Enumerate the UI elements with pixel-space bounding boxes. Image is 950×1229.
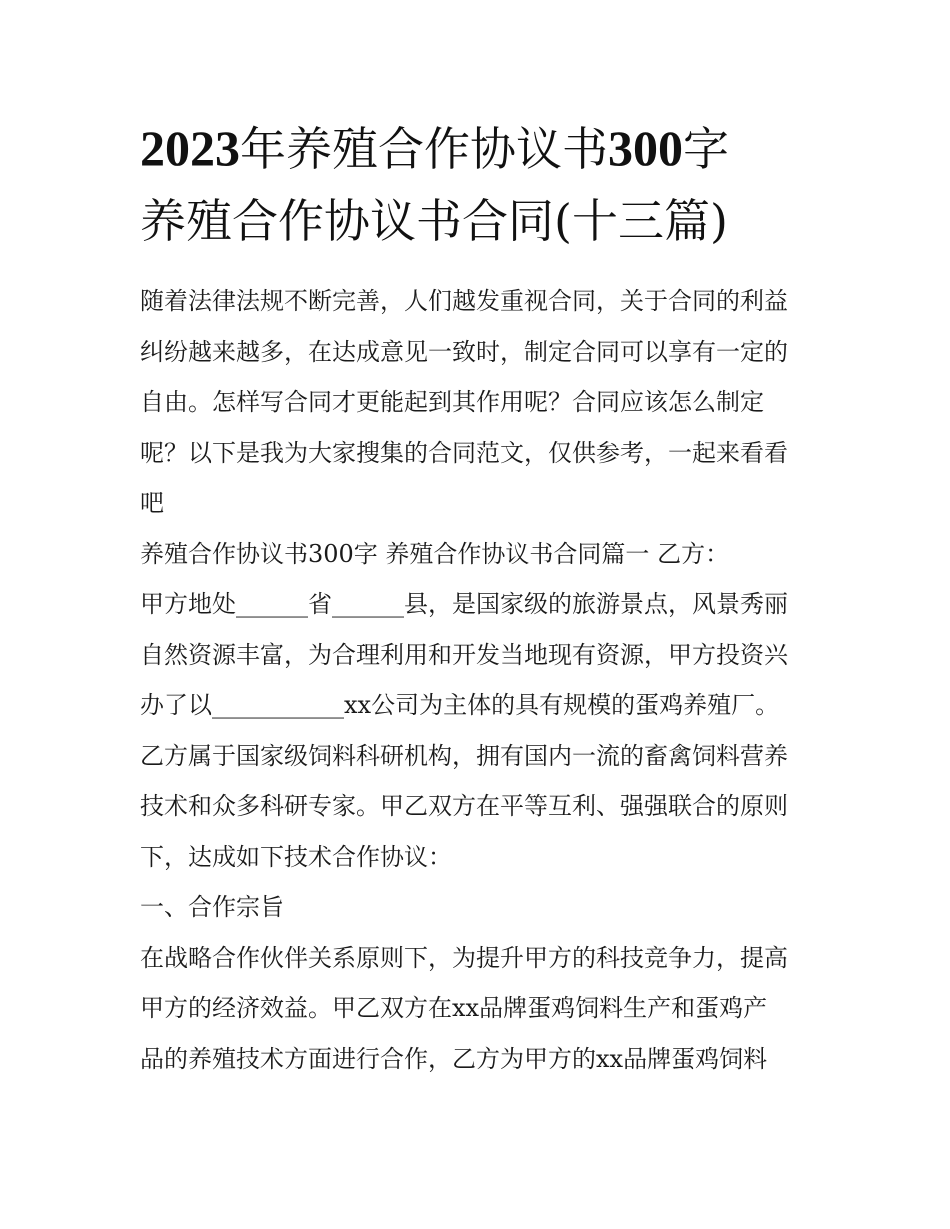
intro-line: 吧 <box>140 489 164 517</box>
title-line-1: 2023年养殖合作协议书300字 <box>140 120 729 176</box>
section-heading <box>140 529 820 580</box>
title-line-2: 养殖合作协议书合同(十三篇) <box>140 194 728 248</box>
clause-1-line: 品的养殖技术方面进行合作，乙方为甲方的xx品牌蛋鸡饲料 <box>140 1044 768 1073</box>
intro-line: 自由。怎样写合同才更能起到其作用呢？合同应该怎么制定 <box>140 388 764 416</box>
party-line: 自然资源丰富，为合理利用和开发当地现有资源，甲方投资兴 <box>140 640 788 669</box>
clause-1-line: 甲方的经济效益。甲乙双方在xx品牌蛋鸡饲料生产和蛋鸡产 <box>140 994 768 1022</box>
clause-1-heading-text: 一、合作宗旨 <box>140 893 284 921</box>
clause-1-paragraph <box>140 933 820 1085</box>
clause-1-line: 在战略合作伙伴关系原则下，为提升甲方的科技竞争力，提高 <box>140 943 788 972</box>
intro-line: 纠纷越来越多，在达成意见一致时，制定合同可以享有一定的 <box>140 337 788 366</box>
party-line: 甲方地处______省______县，是国家级的旅游景点，风景秀丽 <box>140 590 788 618</box>
intro-line: 随着法律法规不断完善，人们越发重视合同，关于合同的利益 <box>140 287 788 315</box>
document-body <box>140 276 820 1084</box>
clause-1-heading <box>140 882 820 933</box>
party-paragraph <box>140 579 820 882</box>
party-line: 下，达成如下技术合作协议： <box>140 842 452 871</box>
party-line: 乙方属于国家级饲料科研机构，拥有国内一流的畜禽饲料营养 <box>140 741 788 770</box>
party-line: 技术和众多科研专家。甲乙双方在平等互利、强强联合的原则 <box>140 792 788 820</box>
section-heading-text: 养殖合作协议书300字 养殖合作协议书合同篇一 乙方： <box>140 539 730 568</box>
document-title <box>140 112 820 257</box>
intro-line: 呢？以下是我为大家搜集的合同范文，仅供参考，一起来看看 <box>140 438 788 467</box>
party-line: 办了以___________xx公司为主体的具有规模的蛋鸡养殖厂。 <box>140 691 780 719</box>
intro-paragraph <box>140 276 820 529</box>
